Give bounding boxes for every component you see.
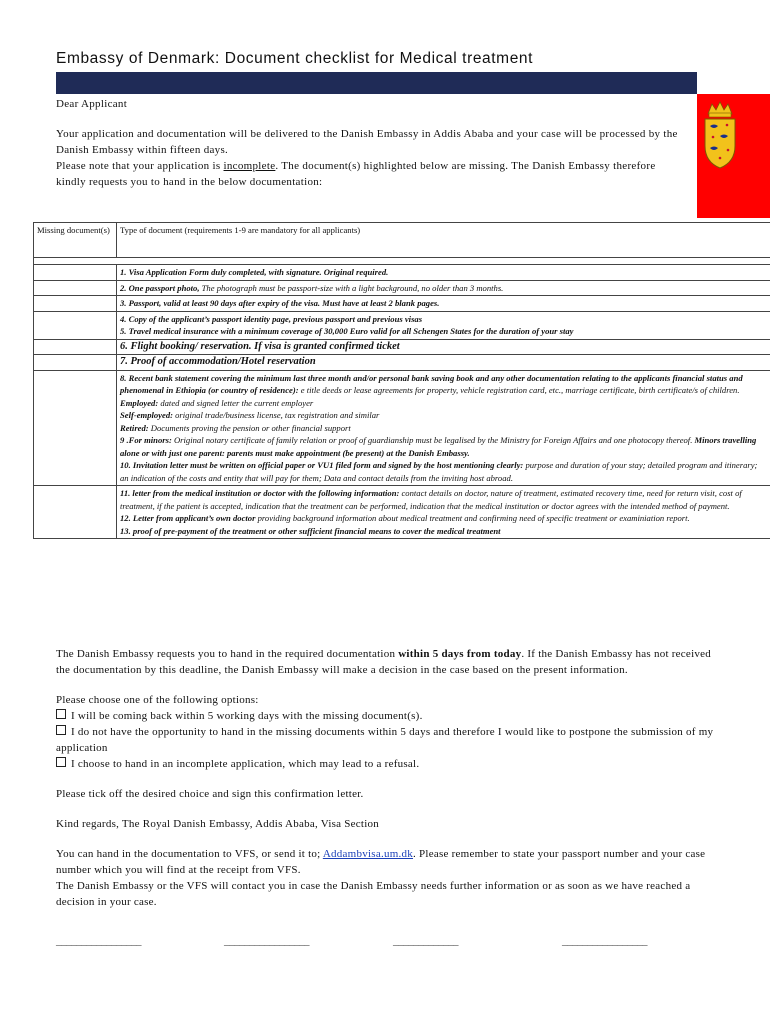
contact-paragraph: The Danish Embassy or the VFS will contact you in case the Danish Embassy needs further information or as soon as we have reached a decision in your case. xyxy=(56,880,691,908)
checkbox-option-2[interactable] xyxy=(56,725,66,735)
greeting: Dear Applicant xyxy=(56,98,128,110)
row-bank-statement: 8. Recent bank statement covering the minimum last three month and/or personal bank saving book and any other documentation relating to the applicants financial status and phenomenal in Ethiopia (or country of residence): e title deeds or lease agreements for property, vehicle registration card, etc., marriage certificate, birth certificate/s of children. Employed: dated and signed letter the current employer Self-employed: original trade/business license, tax registration and similar Retired: Documents proving the pension or other financial support 9 .For minors: Original notary certificate of family relation or proof of guardianship must be legalised by the Ministry for Foreign Affairs and one photocopy thereof. Minors travelling alone or with just one parent: parents must make appointment (be present) at the Danish Embassy. 10. Invitation letter must be written on official paper or VU1 filed form and signed by the host mentioning clearly: purpose and duration of your stay; detailed program and itinerary; an indication of the costs and entity that will pay for them; Data and contact details from the inviting host abroad. xyxy=(117,370,770,486)
deadline-paragraph: The Danish Embassy requests you to hand in the required documentation within 5 days from today. If the Danish Embassy has not received the documentation by this deadline, the Danish Embassy will make a decision in the case based on the present information. xyxy=(56,648,712,676)
incomplete-word: incomplete xyxy=(223,160,276,172)
row-visa-form: 1. Visa Application Form duly completed, with signature. Original required. xyxy=(117,265,770,281)
table-row xyxy=(34,311,770,339)
deadline-emphasis: within 5 days from today xyxy=(398,648,522,660)
missing-cell[interactable] xyxy=(34,296,117,312)
signature-line-4[interactable]: _________________ xyxy=(562,935,647,947)
vfs-paragraph: You can hand in the documentation to VFS, or send it to; Addambvisa.um.dk. Please remember to state your passport number and your case number which you will find at the receipt from VFS. xyxy=(56,848,706,876)
missing-cell[interactable] xyxy=(34,339,117,355)
row-passport-photo: 2. One passport photo, The photograph must be passport-size with a light background, no older than 3 months. xyxy=(117,280,770,296)
table-row xyxy=(34,370,770,486)
signature-line-1[interactable]: _________________ xyxy=(56,935,141,947)
regards: Kind regards, The Royal Danish Embassy, Addis Ababa, Visa Section xyxy=(56,818,380,830)
signature-line-3[interactable]: _____________ xyxy=(393,935,458,947)
page-title: Embassy of Denmark: Document checklist for Medical treatment xyxy=(56,50,534,67)
table-header-row xyxy=(34,223,770,258)
option-3[interactable]: I choose to hand in an incomplete application, which may lead to a refusal. xyxy=(56,756,720,772)
document-checklist-table xyxy=(33,222,770,539)
row-flight-booking: 6. Flight booking/ reservation. If visa is granted confirmed ticket xyxy=(117,339,770,355)
missing-cell[interactable] xyxy=(34,355,117,371)
intro-paragraph-1: Your application and documentation will be delivered to the Danish Embassy in Addis Ababa and your case will be processed by the Danish Embassy within fifteen days. xyxy=(56,128,678,156)
intro-paragraph-2: Please note that your application is incomplete. The document(s) highlighted below are missing. The Danish Embassy therefore kindly requests you to hand in the below documentation: xyxy=(56,160,656,188)
option-2[interactable]: I do not have the opportunity to hand in the missing documents within 5 days and therefore I would like to postpone the submission of my application xyxy=(56,726,714,754)
type-header: Type of document (requirements 1-9 are mandatory for all applicants) xyxy=(117,223,770,258)
missing-cell[interactable] xyxy=(34,311,117,339)
options-intro: Please choose one of the following options: xyxy=(56,694,259,706)
table-row xyxy=(34,265,770,281)
email-link[interactable]: Addambvisa.um.dk xyxy=(322,848,414,860)
closing-section xyxy=(56,646,720,910)
option-1[interactable]: I will be coming back within 5 working days with the missing document(s). xyxy=(56,708,720,724)
header-bar xyxy=(56,72,697,94)
table-row xyxy=(34,339,770,355)
table-row xyxy=(34,296,770,312)
intro-section xyxy=(56,96,686,190)
signature-line-2[interactable]: _________________ xyxy=(224,935,309,947)
danish-coat-of-arms-icon xyxy=(700,100,740,172)
missing-cell[interactable] xyxy=(34,486,117,539)
missing-cell[interactable] xyxy=(34,265,117,281)
row-passport-copy: 4. Copy of the applicant’s passport identity page, previous passport and previous visas 5. Travel medical insurance with a minimum coverage of 30,000 Euro valid for all Schengen States for the duration of your stay xyxy=(117,311,770,339)
table-row xyxy=(34,280,770,296)
row-accommodation: 7. Proof of accommodation/Hotel reservation xyxy=(117,355,770,371)
row-medical-letter: 11. letter from the medical institution or doctor with the following information: contact details on doctor, nature of treatment, estimated recovery time, need for return visit, cost of treatment, if the patient is accepted, indication that the treatment can be performed, indication that the medical institution or doctor agrees with the intended method of payment. 12. Letter from applicant’s own doctor providing background information about medical treatment and confirming need of specific treatment or examiniation report. 13. proof of pre-payment of the treatment or other sufficient financial means to cover the medical treatment xyxy=(117,486,770,539)
row-passport: 3. Passport, valid at least 90 days after expiry of the visa. Must have at least 2 blank pages. xyxy=(117,296,770,312)
missing-cell[interactable] xyxy=(34,280,117,296)
checkbox-option-1[interactable] xyxy=(56,709,66,719)
checkbox-option-3[interactable] xyxy=(56,757,66,767)
missing-header: Missing document(s) xyxy=(34,223,117,258)
table-row xyxy=(34,486,770,539)
tick-note: Please tick off the desired choice and sign this confirmation letter. xyxy=(56,788,364,800)
table-row xyxy=(34,355,770,371)
missing-cell[interactable] xyxy=(34,370,117,486)
